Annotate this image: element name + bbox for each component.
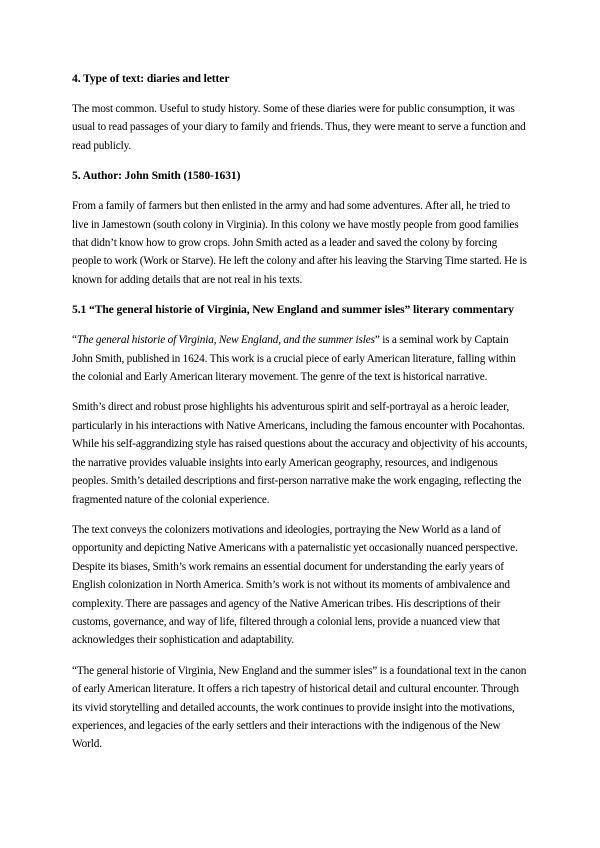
work-title: The general historie of Virginia, New England, and the summer isles	[76, 334, 375, 347]
section-5-1-paragraph-4: “The general historie of Virginia, New England and the summer isles” is a foundational text in the canon of early American literature. It offers a rich tapestry of historical detail and cultural encounter. Through its vivid storytelling and detailed accounts, the work continues to provide insight into the motivations, experiences, and legacies of the early settlers and their interactions with the indigenous of the New World.	[72, 664, 527, 751]
section-4-heading: 4. Type of text: diaries and letter	[72, 72, 230, 85]
section-5-1-paragraph-1	[72, 331, 528, 386]
section-4-paragraph: The most common. Useful to study history. Some of these diaries were for public consumption, it was usual to read passages of your diary to family and friends. Thus, they were meant to serve a function and read publicly.	[72, 103, 526, 152]
document-content	[72, 70, 528, 766]
quote-open: “	[72, 334, 77, 347]
section-5-1-paragraph-3: The text conveys the colonizers motivations and ideologies, portraying the New World as a land of opportunity and depicting Native Americans with a paternalistic yet occasionally nuanced perspective. Despite its biases, Smith’s work remains an essential document for understanding the early years of English colonization in North America. Smith’s work is not without its moments of ambivalence and complexity. There are passages and agency of the Native American tribes. His descriptions of their customs, governance, and way of life, filtered through a colonial lens, provide a nuanced view that acknowledges their sophistication and adaptability.	[72, 523, 518, 647]
section-5-1-heading: 5.1 “The general historie of Virginia, New England and summer isles” literary commentary	[72, 303, 514, 317]
paragraph-1-rest: ” is a seminal work by Captain John Smith, published in 1624. This work is a crucial piece of early American literature, falling within the colonial and Early American literary movement. The genre of the text is historical narrative.	[72, 334, 516, 384]
section-5-heading: 5. Author: John Smith (1580-1631)	[72, 169, 241, 183]
section-5-paragraph: From a family of farmers but then enlisted in the army and had some adventures. After all, he tried to live in Jamestown (south colony in Virginia). In this colony we have mostly people from good families that didn’t know how to grow crops. John Smith acted as a leader and saved the colony by forcing people to work (Work or Starve). He left the colony and after his leaving the Starving Time started. He is known for adding details that are not real in his texts.	[72, 200, 527, 286]
section-5-1-paragraph-2: Smith’s direct and robust prose highlights his adventurous spirit and self-portrayal as a heroic leader, particularly in his interactions with Native Americans, including the famous encounter with Pocahontas. While his self-aggrandizing style has raised questions about the accuracy and objectivity of his accounts, the narrative provides valuable insights into early American geography, resources, and indigenous peoples. Smith’s detailed descriptions and first-person narrative make the work engaging, reflecting the fragmented nature of the colonial experience.	[72, 401, 528, 506]
